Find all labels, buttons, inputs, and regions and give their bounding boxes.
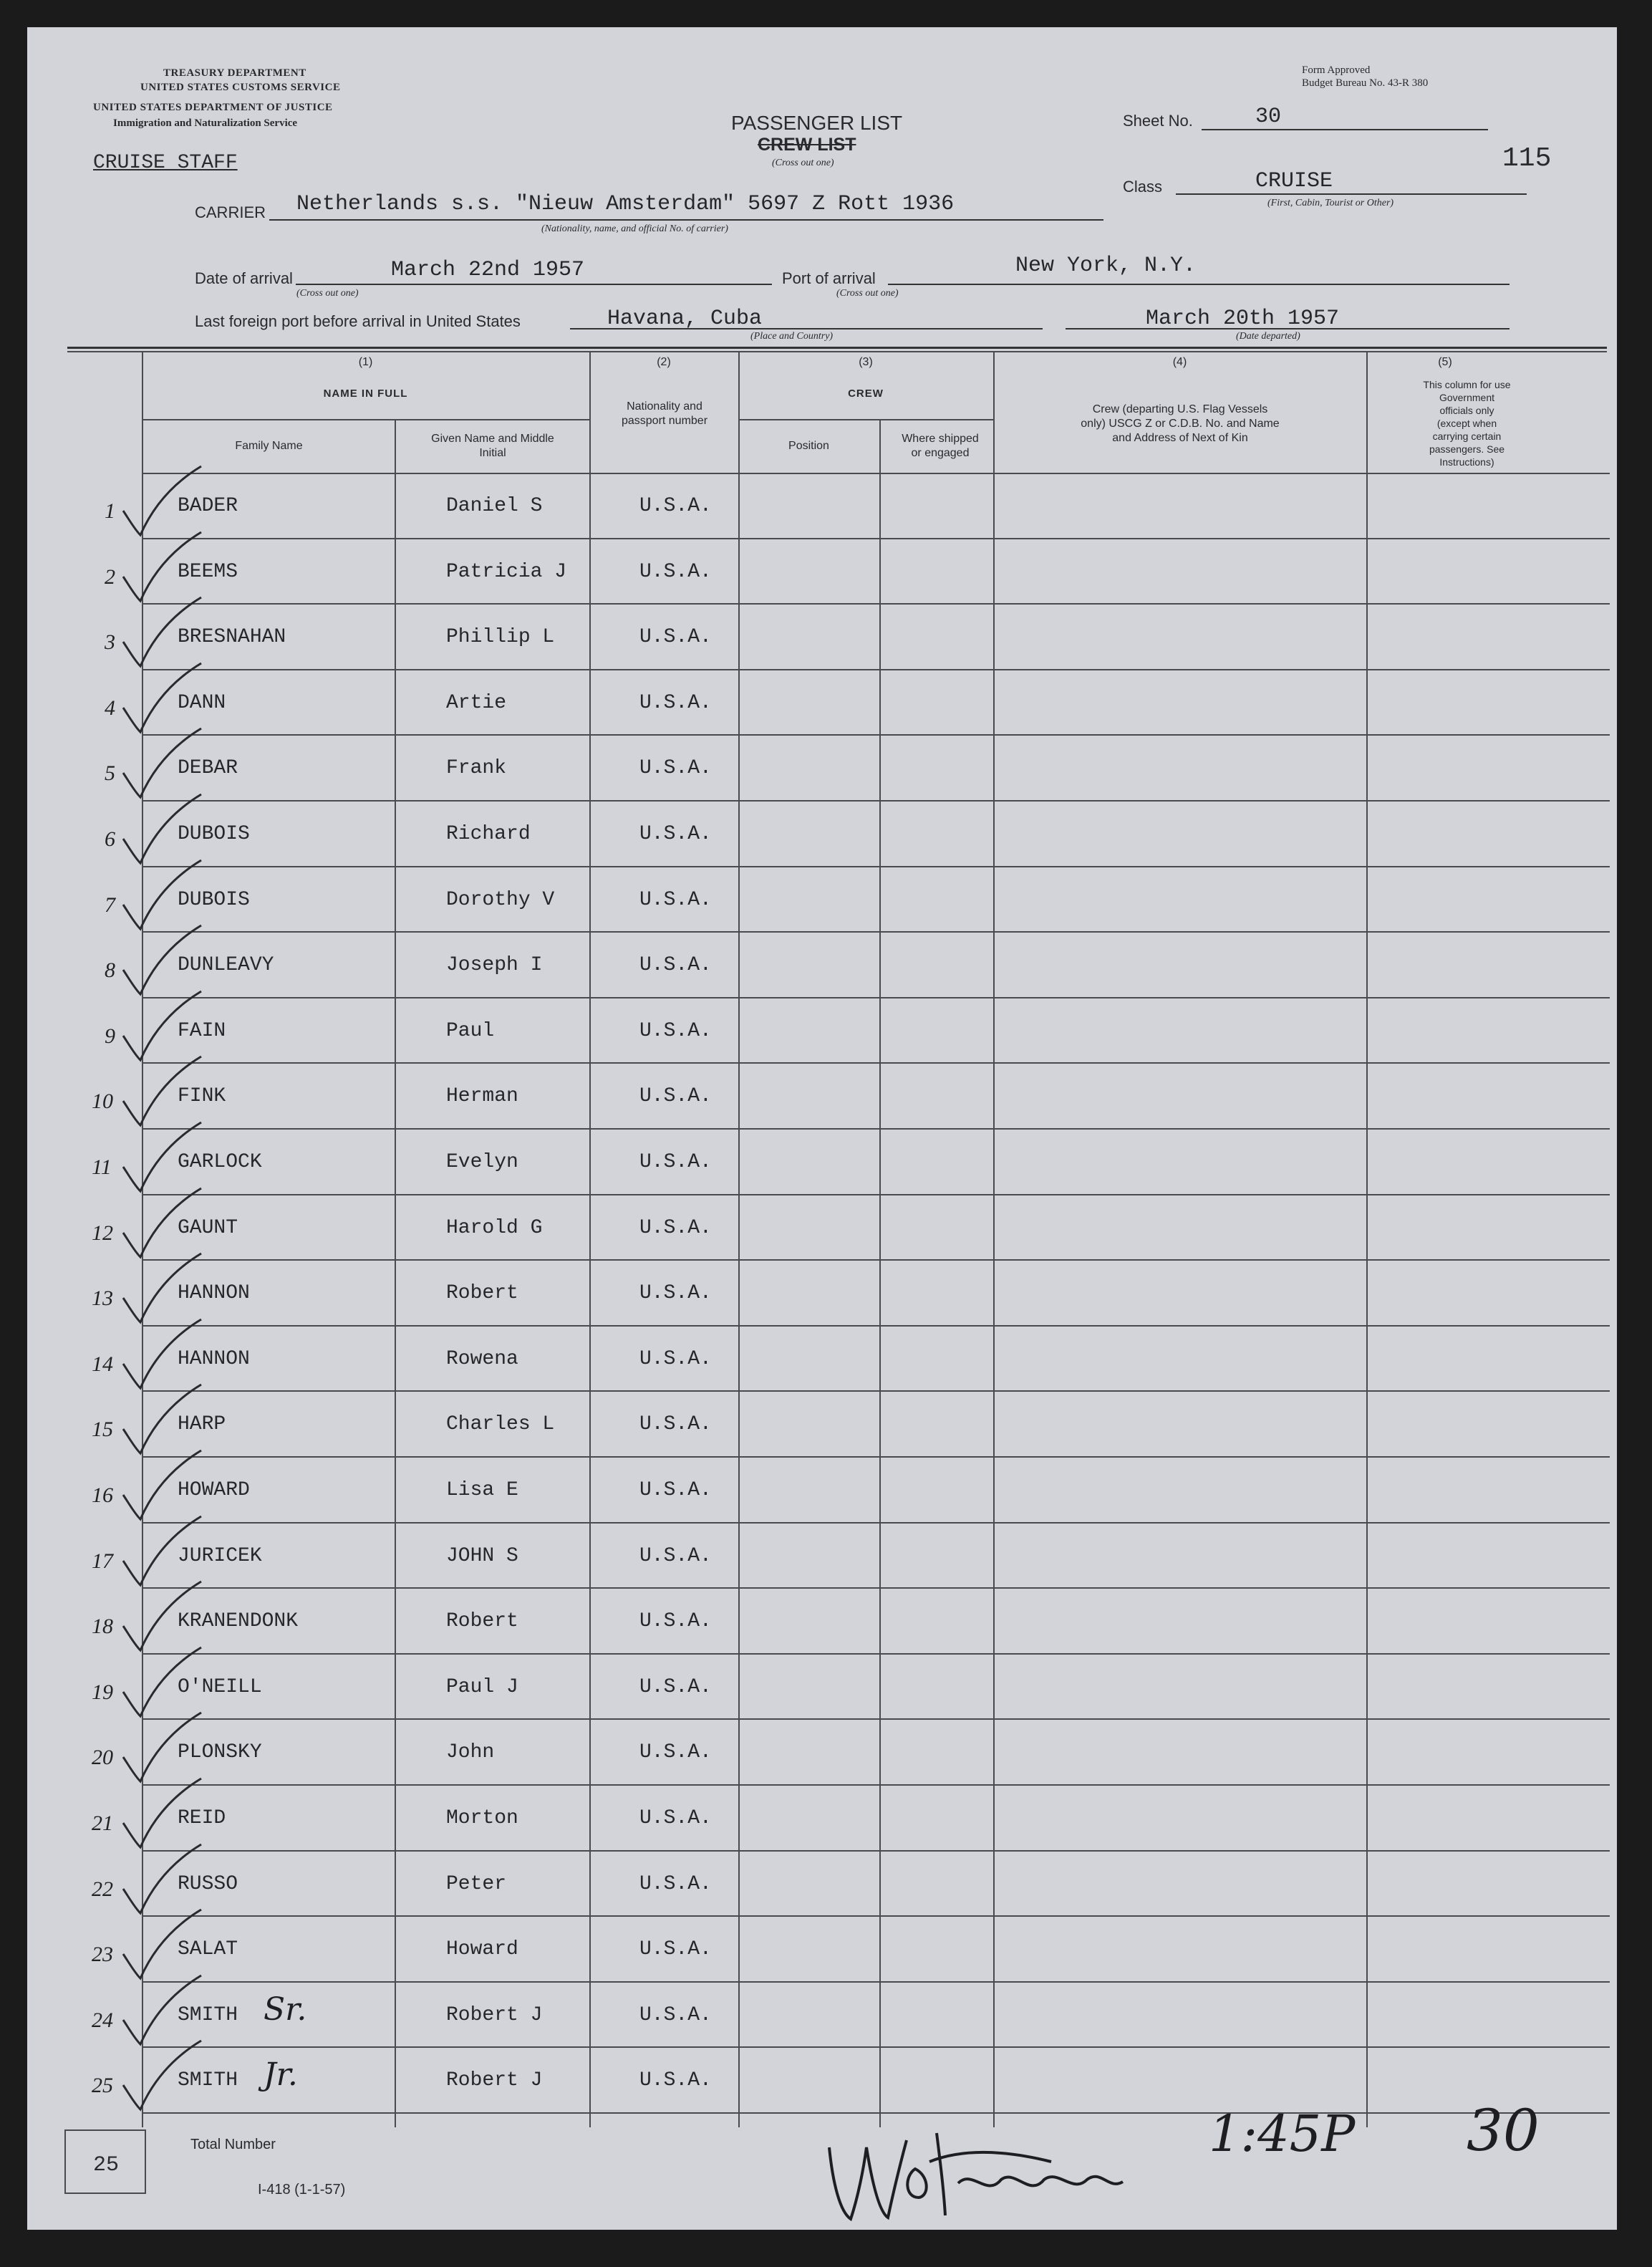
family-name-cell: RUSSO [178, 1873, 238, 1895]
row-divider [142, 866, 1610, 867]
row-divider [142, 1718, 1610, 1720]
nationality-cell: U.S.A. [639, 1676, 712, 1698]
row-number: 14 [92, 1352, 113, 1376]
col3-title: CREW [848, 388, 884, 400]
total-number-label: Total Number [190, 2137, 276, 2152]
row-number: 25 [92, 2074, 113, 2097]
agency-line-4: Immigration and Naturalization Service [113, 117, 298, 129]
nationality-cell: U.S.A. [639, 2069, 712, 2092]
given-name-cell: Rowena [446, 1348, 518, 1370]
given-name-cell: Richard [446, 823, 531, 845]
col4-number: (4) [1172, 356, 1187, 368]
family-name-cell: HOWARD [178, 1479, 250, 1501]
agency-line-2: UNITED STATES CUSTOMS SERVICE [140, 82, 341, 93]
nationality-cell: U.S.A. [639, 561, 712, 583]
col5-title: This column for use Government officials only (except when carrying certain passengers. See Instructions) [1423, 379, 1511, 468]
given-name-cell: Artie [446, 692, 507, 714]
nationality-cell: U.S.A. [639, 626, 712, 648]
row-number: 3 [105, 630, 115, 654]
row-number: 4 [105, 696, 115, 720]
row-divider [142, 1456, 1610, 1458]
col1-title: NAME IN FULL [323, 388, 408, 400]
row-divider [142, 1062, 1610, 1064]
given-name-cell: Robert J [446, 2069, 543, 2092]
family-name-cell: DUBOIS [178, 823, 250, 845]
family-name-cell: KRANENDONK [178, 1610, 299, 1632]
given-name-cell: Robert [446, 1282, 518, 1304]
nationality-cell: U.S.A. [639, 1938, 712, 1960]
nationality-cell: U.S.A. [639, 1741, 712, 1763]
family-name-cell: DANN [178, 692, 226, 714]
family-name-cell: HANNON [178, 1282, 250, 1304]
row-number: 12 [92, 1221, 113, 1245]
col2-title: Nationality and passport number [621, 400, 708, 427]
given-name-cell: Charles L [446, 1413, 555, 1435]
carrier-value: Netherlands s.s. "Nieuw Amsterdam" 5697 Z Rott 1936 [296, 192, 955, 216]
row-divider [142, 1259, 1610, 1261]
col-where-shipped: Where shipped or engaged [902, 433, 979, 459]
row-divider [142, 669, 1610, 670]
nationality-cell: U.S.A. [639, 954, 712, 976]
nationality-cell: U.S.A. [639, 1479, 712, 1501]
date-of-arrival-label: Date of arrival [195, 269, 293, 287]
row-number: 13 [92, 1286, 113, 1310]
nationality-cell: U.S.A. [639, 1348, 712, 1370]
nationality-cell: U.S.A. [639, 1873, 712, 1895]
col-given-name: Given Name and Middle Initial [431, 433, 554, 459]
last-port-label: Last foreign port before arrival in United States [195, 312, 521, 330]
class-label: Class [1123, 178, 1163, 196]
handwritten-time: 1:45P [1209, 2104, 1356, 2163]
nationality-cell: U.S.A. [639, 1085, 712, 1107]
row-number: 21 [92, 1811, 113, 1835]
agency-line-3: UNITED STATES DEPARTMENT OF JUSTICE [93, 102, 333, 113]
row-number: 8 [105, 958, 115, 982]
row-number: 1 [105, 499, 115, 523]
row-divider [142, 538, 1610, 539]
row-divider [142, 1981, 1610, 1983]
family-name-cell: SALAT [178, 1938, 238, 1960]
row-number: 15 [92, 1418, 113, 1441]
cruise-staff-label: CRUISE STAFF [93, 152, 238, 174]
form-title: PASSENGER LIST [731, 112, 903, 134]
agency-line-1: TREASURY DEPARTMENT [163, 67, 306, 79]
row-divider [142, 1325, 1610, 1327]
nationality-cell: U.S.A. [639, 1545, 712, 1567]
class-hint: (First, Cabin, Tourist or Other) [1267, 198, 1394, 208]
family-name-cell: SMITH [178, 2004, 238, 2026]
date-departed-value: March 20th 1957 [1146, 307, 1340, 331]
row-divider [142, 997, 1610, 998]
nationality-cell: U.S.A. [639, 1282, 712, 1304]
col4-title: Crew (departing U.S. Flag Vessels only) USCG Z or C.D.B. No. and Name and Address of Next of Kin [1081, 403, 1280, 444]
family-name-cell: BRESNAHAN [178, 626, 286, 648]
cross-out-note-left: (Cross out one) [296, 288, 359, 299]
row-divider [142, 1128, 1610, 1130]
nationality-cell: U.S.A. [639, 1413, 712, 1435]
cross-out-note-right: (Cross out one) [836, 288, 899, 299]
family-name-cell: O'NEILL [178, 1676, 262, 1698]
carrier-hint: (Nationality, name, and official No. of carrier) [541, 223, 728, 234]
given-name-cell: Frank [446, 757, 507, 779]
row-number: 10 [92, 1089, 113, 1113]
row-divider [142, 1653, 1610, 1655]
row-number: 6 [105, 827, 115, 851]
handwritten-sheet-number: 30 [1467, 2097, 1540, 2164]
row-number: 11 [92, 1155, 112, 1179]
nationality-cell: U.S.A. [639, 495, 712, 517]
family-name-cell: FAIN [178, 1020, 226, 1042]
col-family-name: Family Name [235, 440, 303, 452]
given-name-cell: Phillip L [446, 626, 555, 648]
document-page [27, 27, 1617, 2230]
page-number: 115 [1502, 143, 1552, 174]
col1-number: (1) [358, 356, 373, 368]
given-name-cell: John [446, 1741, 495, 1763]
family-name-cell: GARLOCK [178, 1151, 262, 1173]
budget-bureau: Budget Bureau No. 43-R 380 [1302, 77, 1429, 89]
given-name-cell: Paul J [446, 1676, 518, 1698]
family-name-cell: JURICEK [178, 1545, 262, 1567]
class-value: CRUISE [1255, 169, 1333, 193]
given-name-cell: Herman [446, 1085, 518, 1107]
row-divider [142, 2046, 1610, 2048]
family-name-cell: DUBOIS [178, 889, 250, 911]
family-name-cell: BADER [178, 495, 238, 517]
row-number: 16 [92, 1483, 113, 1507]
nationality-cell: U.S.A. [639, 1807, 712, 1829]
form-title-struck: CREW LIST [758, 135, 856, 155]
nationality-cell: U.S.A. [639, 889, 712, 911]
sheet-label: Sheet No. [1123, 112, 1193, 130]
inspector-signature [822, 2119, 1209, 2230]
row-number: 18 [92, 1614, 113, 1638]
port-of-arrival-label: Port of arrival [782, 269, 876, 287]
date-of-arrival-value: March 22nd 1957 [391, 258, 585, 282]
row-divider [142, 734, 1610, 736]
family-name-cell: DUNLEAVY [178, 954, 274, 976]
given-name-cell: Peter [446, 1873, 507, 1895]
sheet-number: 30 [1255, 105, 1282, 129]
family-name-cell: BEEMS [178, 561, 238, 583]
col5-number: (5) [1438, 356, 1452, 368]
given-name-cell: Harold G [446, 1217, 543, 1239]
nationality-cell: U.S.A. [639, 823, 712, 845]
given-name-cell: Howard [446, 1938, 518, 1960]
row-number: 23 [92, 1943, 113, 1966]
family-name-cell: GAUNT [178, 1217, 238, 1239]
col-position: Position [788, 440, 829, 452]
given-name-cell: Lisa E [446, 1479, 518, 1501]
row-divider [142, 1194, 1610, 1195]
given-name-cell: Evelyn [446, 1151, 518, 1173]
family-name-cell: REID [178, 1807, 226, 1829]
row-number: 19 [92, 1680, 113, 1704]
total-number-value: 25 [93, 2153, 120, 2177]
row-divider [142, 1784, 1610, 1786]
row-divider [142, 931, 1610, 933]
nationality-cell: U.S.A. [639, 1217, 712, 1239]
given-name-cell: Paul [446, 1020, 495, 1042]
row-divider [142, 1850, 1610, 1852]
row-divider [142, 1587, 1610, 1589]
nationality-cell: U.S.A. [639, 757, 712, 779]
name-suffix-handwritten: Jr. [264, 2056, 298, 2093]
col2-number: (2) [657, 356, 671, 368]
given-name-cell: Morton [446, 1807, 518, 1829]
nationality-cell: U.S.A. [639, 692, 712, 714]
family-name-cell: FINK [178, 1085, 226, 1107]
given-name-cell: Robert J [446, 2004, 543, 2026]
given-name-cell: Patricia J [446, 561, 567, 583]
last-port-value: Havana, Cuba [607, 307, 763, 331]
row-number: 24 [92, 2008, 113, 2032]
row-number: 20 [92, 1746, 113, 1769]
nationality-cell: U.S.A. [639, 1610, 712, 1632]
row-divider [142, 603, 1610, 605]
row-number: 17 [92, 1549, 113, 1573]
row-number: 9 [105, 1024, 115, 1048]
col3-number: (3) [859, 356, 873, 368]
carrier-label: CARRIER [195, 203, 266, 221]
given-name-cell: JOHN S [446, 1545, 518, 1567]
given-name-cell: Joseph I [446, 954, 543, 976]
row-number: 5 [105, 761, 115, 785]
name-suffix-handwritten: Sr. [264, 1991, 307, 2028]
given-name-cell: Daniel S [446, 495, 543, 517]
cross-out-note: (Cross out one) [772, 158, 834, 168]
row-divider [142, 1390, 1610, 1392]
port-of-arrival-value: New York, N.Y. [1015, 254, 1197, 278]
given-name-cell: Dorothy V [446, 889, 555, 911]
row-number: 22 [92, 1877, 113, 1901]
family-name-cell: HANNON [178, 1348, 250, 1370]
family-name-cell: SMITH [178, 2069, 238, 2092]
family-name-cell: PLONSKY [178, 1741, 262, 1763]
form-number: I-418 (1-1-57) [258, 2182, 346, 2198]
row-divider [142, 2112, 1610, 2114]
form-approved: Form Approved [1302, 64, 1371, 76]
family-name-cell: DEBAR [178, 757, 238, 779]
row-divider [142, 800, 1610, 802]
row-number: 7 [105, 893, 115, 917]
date-departed-hint: (Date departed) [1236, 331, 1300, 342]
last-port-hint: (Place and Country) [750, 331, 834, 342]
family-name-cell: HARP [178, 1413, 226, 1435]
row-number: 2 [105, 565, 115, 589]
nationality-cell: U.S.A. [639, 1151, 712, 1173]
given-name-cell: Robert [446, 1610, 518, 1632]
nationality-cell: U.S.A. [639, 1020, 712, 1042]
row-divider [142, 1915, 1610, 1917]
nationality-cell: U.S.A. [639, 2004, 712, 2026]
row-divider [142, 1522, 1610, 1524]
